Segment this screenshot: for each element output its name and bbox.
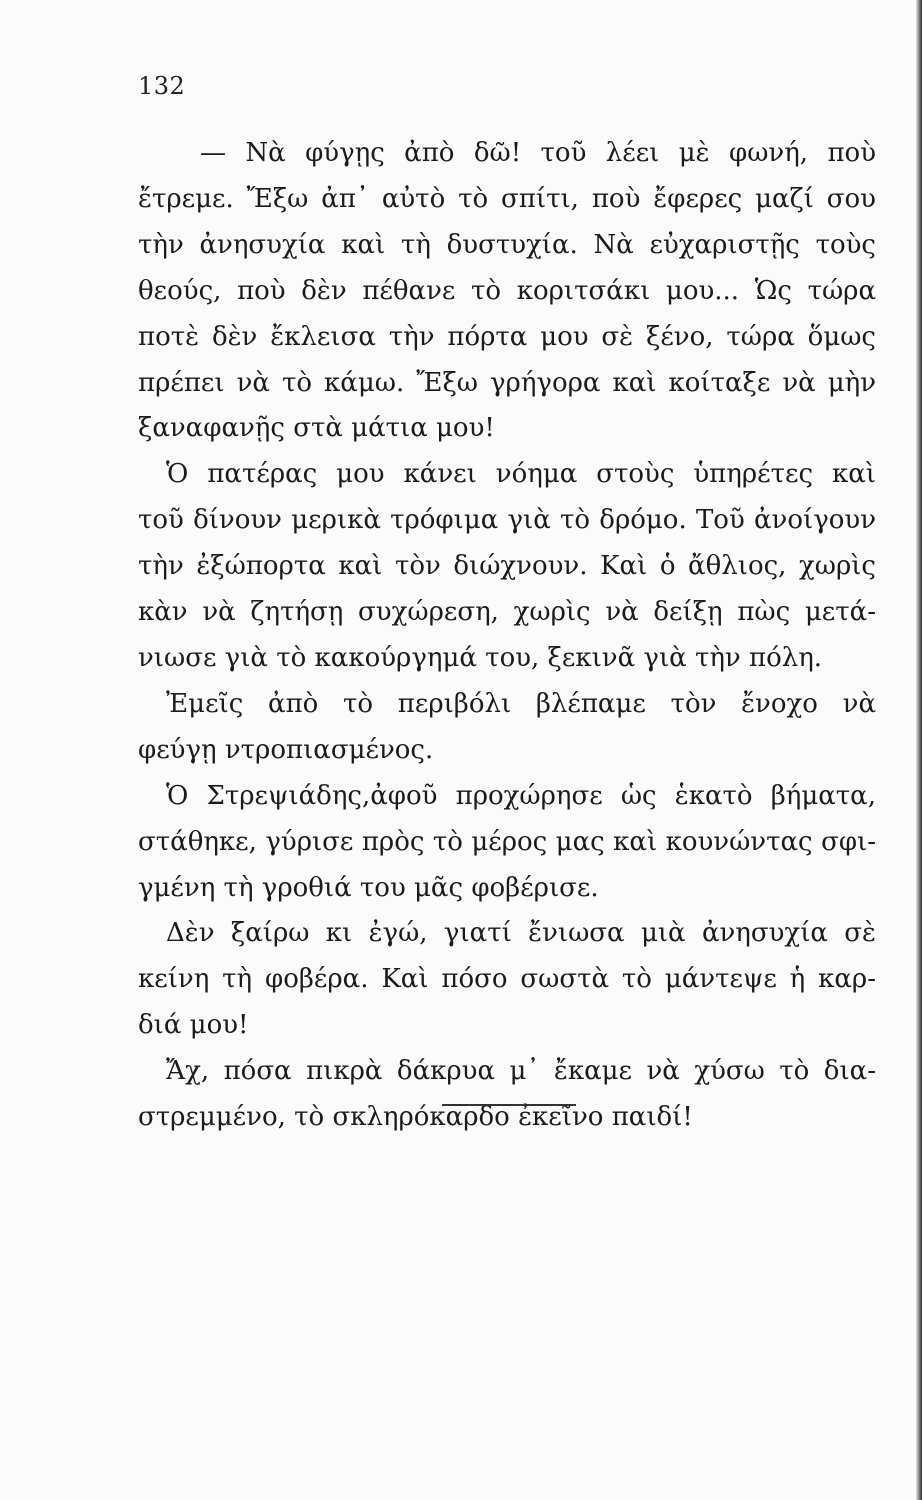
- text-line: ἔτρεμε. Ἔξω ἀπ᾽ αὐτὸ τὸ σπίτι, ποὺ ἔφερες μαζί σου: [138, 183, 876, 214]
- text-line: φεύγῃ ντροπιασμένος.: [138, 734, 434, 765]
- paragraph-5: [138, 911, 876, 1049]
- text-line: ποτὲ δὲν ἔκλεισα τὴν πόρτα μου σὲ ξένο, τώρα ὅμως: [138, 321, 876, 352]
- text-line: Ἐμεῖς ἀπὸ τὸ περιβόλι βλέπαμε τὸν ἔνοχο νὰ: [166, 688, 876, 719]
- paragraph-4: [138, 774, 876, 912]
- text-line: τὴν ἀνησυχία καὶ τὴ δυστυχία. Νὰ εὐχαριστῇς τοὺς: [138, 229, 876, 260]
- text-line: θεούς, ποὺ δὲν πέθανε τὸ κοριτσάκι μου... Ὡς τώρα: [138, 275, 876, 306]
- paragraph-2: [138, 452, 876, 682]
- text-line: κείνη τὴ φοβέρα. Καὶ πόσο σωστὰ τὸ μάντεψε ἡ καρ-: [138, 964, 876, 995]
- text-line: διά μου!: [138, 1010, 249, 1041]
- text-line: Ἄχ, πόσα πικρὰ δάκρυα μ᾽ ἔκαμε νὰ χύσω τὸ δια-: [166, 1056, 876, 1087]
- chapter-end-rule: [442, 1104, 576, 1106]
- text-line: ξαναφανῇς στὰ μάτια μου!: [138, 413, 495, 444]
- paragraph-1: [138, 131, 876, 452]
- paragraph-3: [138, 682, 876, 774]
- text-line: γμένη τὴ γροθιά του μᾶς φοβέρισε.: [138, 872, 599, 903]
- text-line: Δὲν ξαίρω κι ἐγώ, γιατί ἔνιωσα μιὰ ἀνησυχία σὲ: [166, 918, 876, 949]
- text-line: κὰν νὰ ζητήσῃ συχώρεση, χωρὶς νὰ δείξῃ πὼς μετά-: [138, 597, 876, 628]
- text-line: Ὁ Στρεψιάδης,ἀφοῦ προχώρησε ὡς ἑκατὸ βήματα,: [166, 780, 876, 811]
- text-line: τοῦ δίνουν μερικὰ τρόφιμα γιὰ τὸ δρόμο. Τοῦ ἀνοίγουν: [138, 505, 876, 536]
- text-line: πρέπει νὰ τὸ κάμω. Ἔξω γρήγορα καὶ κοίταξε νὰ μὴν: [138, 367, 876, 398]
- text-line: στρεμμένο, τὸ σκληρόκαρδο ἐκεῖνο παιδί!: [138, 1102, 693, 1133]
- page-number: 132: [138, 72, 186, 100]
- paragraph-6: [138, 1049, 876, 1141]
- text-line: νιωσε γιὰ τὸ κακούργημά του, ξεκινᾶ γιὰ τὴν πόλη.: [138, 642, 823, 673]
- text-line: — Νὰ φύγῃς ἀπὸ δῶ! τοῦ λέει μὲ φωνή, ποὺ: [200, 138, 876, 168]
- text-line: στάθηκε, γύρισε πρὸς τὸ μέρος μας καὶ κουνώντας σφι-: [138, 826, 876, 857]
- page-edge-shadow: [916, 0, 922, 1500]
- body-text: [138, 131, 876, 1141]
- text-line: Ὁ πατέρας μου κάνει νόημα στοὺς ὑπηρέτες καὶ: [166, 459, 876, 490]
- text-line: τὴν ἐξώπορτα καὶ τὸν διώχνουν. Καὶ ὁ ἄθλιος, χωρὶς: [138, 551, 876, 582]
